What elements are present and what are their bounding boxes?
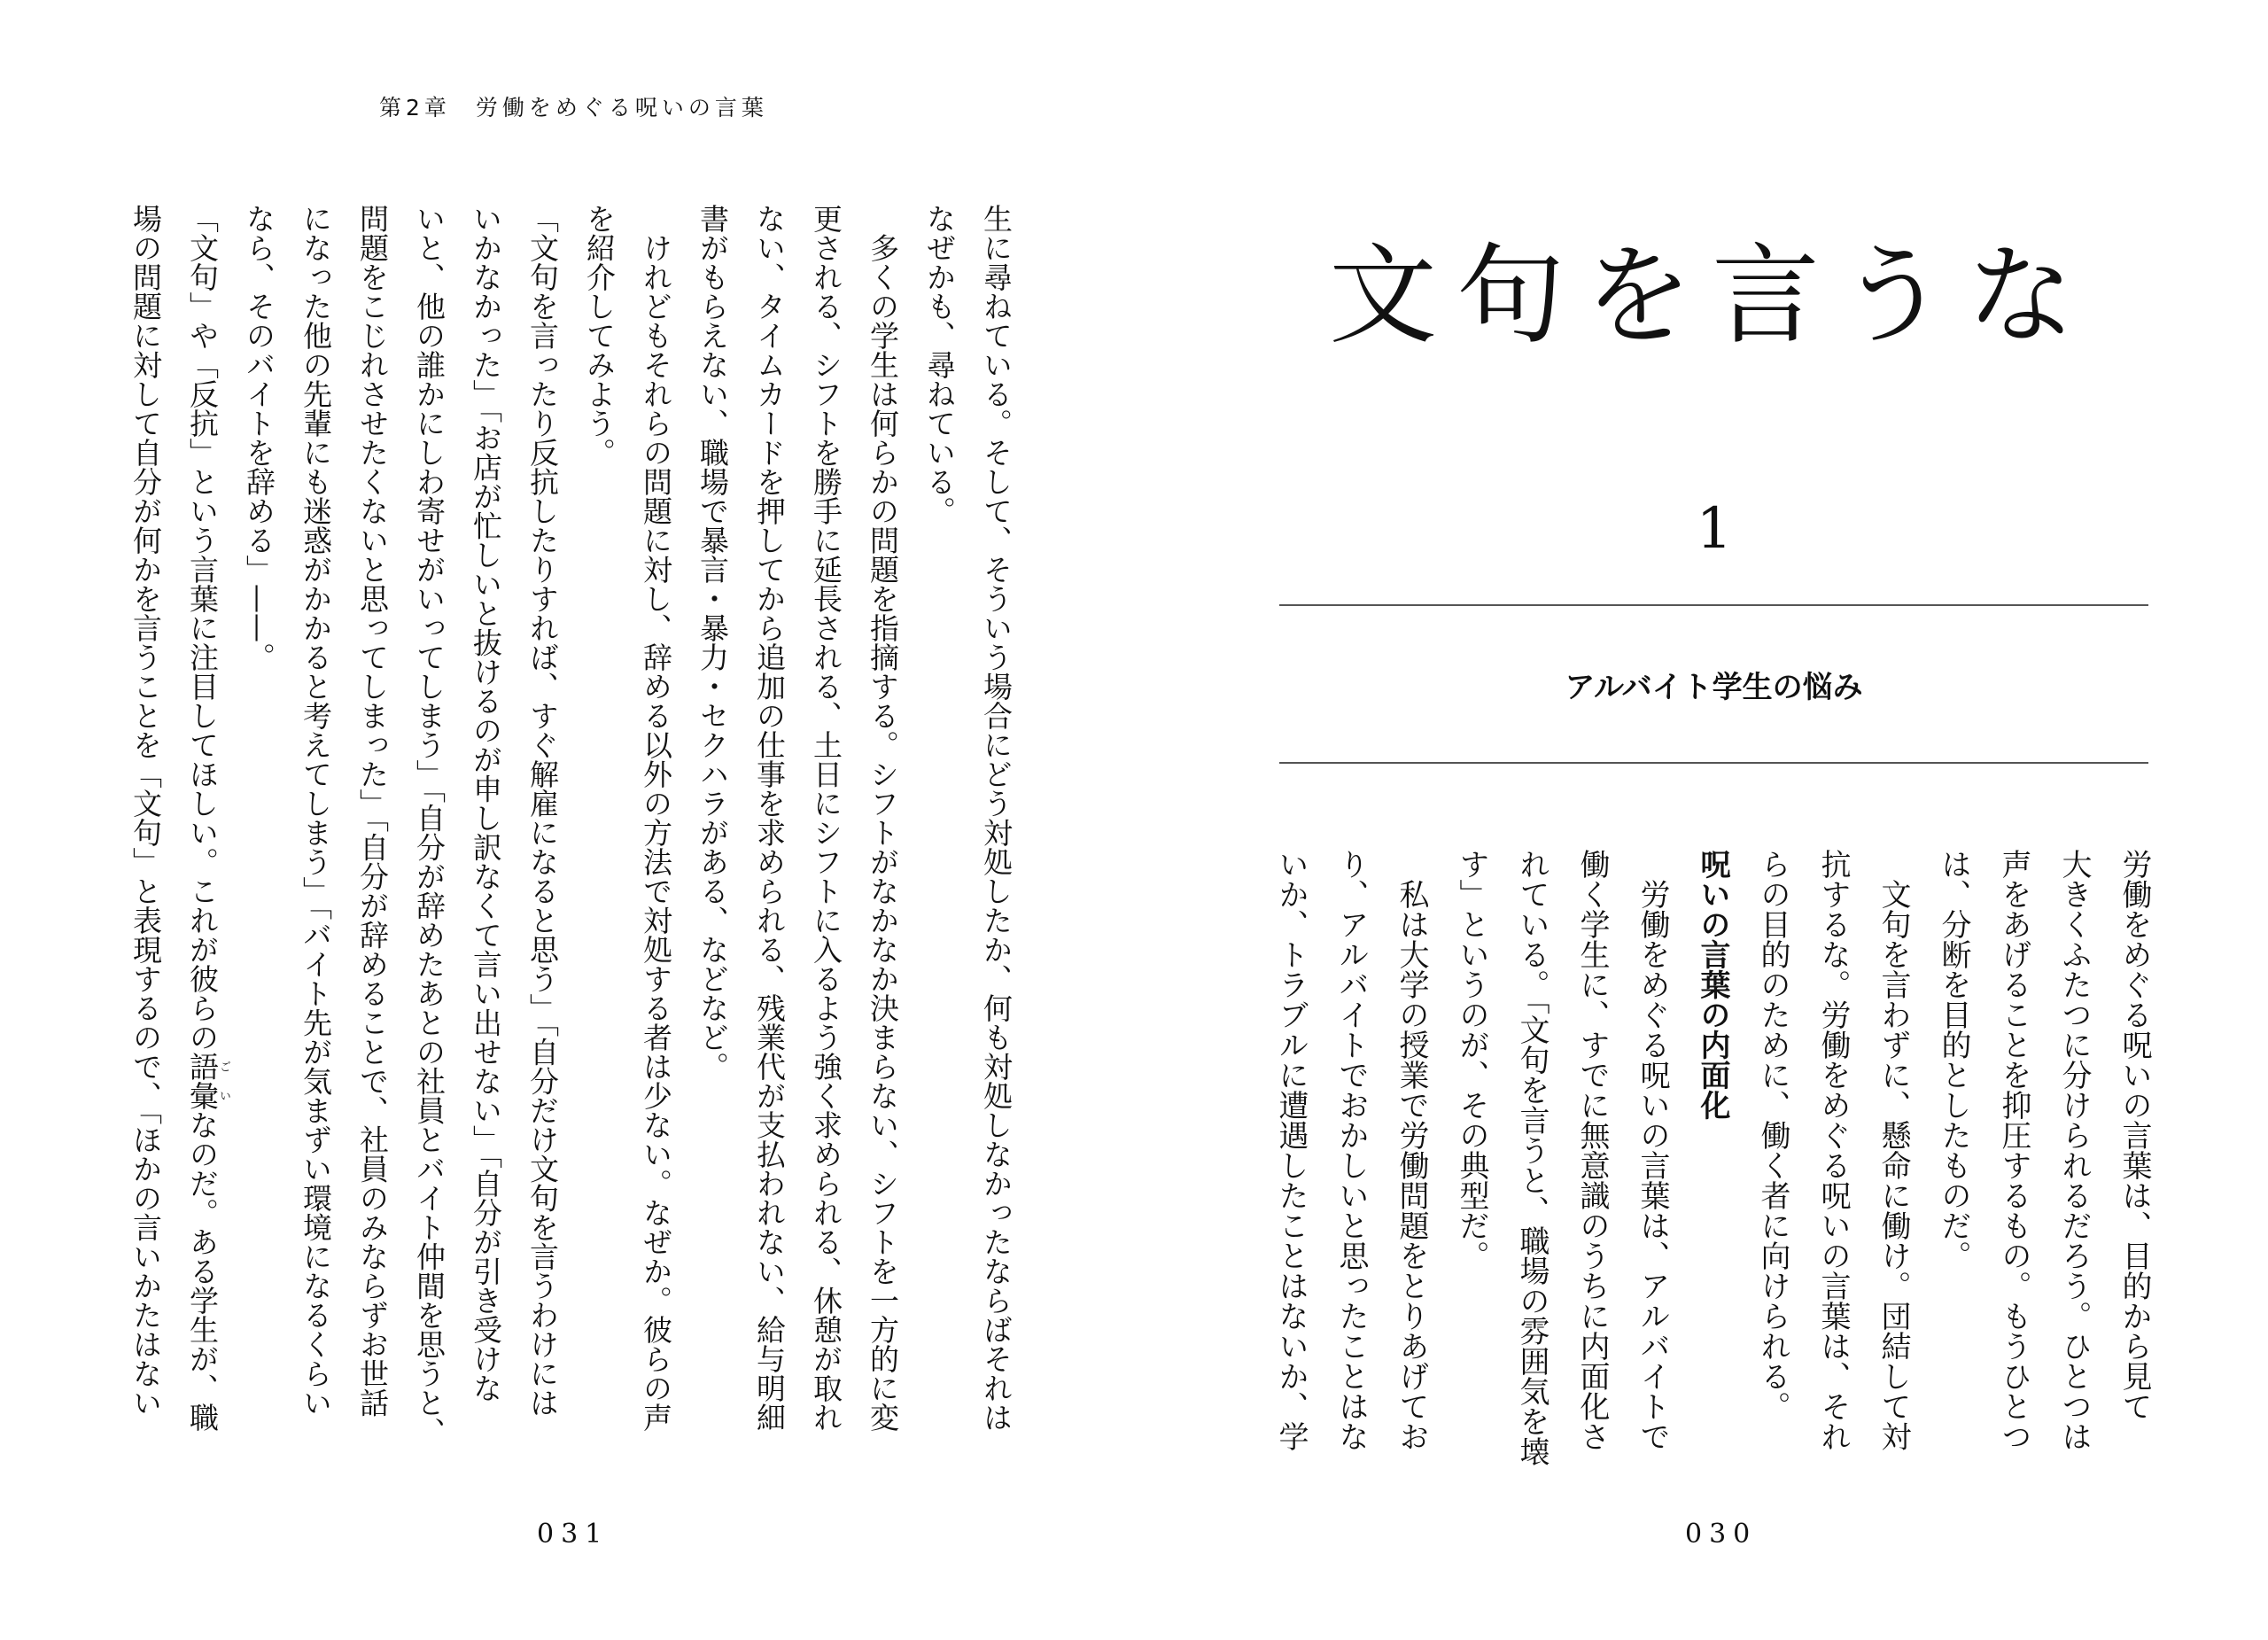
running-head xyxy=(379,90,768,122)
text-column: 場の問題に対して自分が何かを言うことを「文句」と表現するので、「ほかの言いかたはない xyxy=(128,204,163,1418)
ruby-word: 語彙ごい xyxy=(185,1052,230,1110)
text-column: らの目的のために、働く者に向けられる。 xyxy=(1755,849,1790,1421)
text-column: 「文句を言ったり反抗したりすれば、すぐ解雇になると思う」「自分だけ文句を言うわけには xyxy=(525,204,560,1418)
text-column: は、分断を目的としたものだ。 xyxy=(1936,849,1971,1271)
section-number: 1 xyxy=(1696,496,1733,562)
text-column: なぜかも、尋ねている。 xyxy=(922,204,957,525)
text-column: り、アルバイトでおかしいと思ったことはな xyxy=(1333,849,1369,1451)
text-column: ない、タイムカードを押してから追加の仕事を求められる、残業代が支払われない、給与明細 xyxy=(752,204,787,1432)
text-column: 書がもらえない、職場で暴言・暴力・セクハラがある、などなど。 xyxy=(695,204,730,1081)
text-column: れている。「文句を言うと、職場の雰囲気を壊 xyxy=(1514,849,1550,1466)
text-column: いか、トラブルに遭遇したことはないか、学 xyxy=(1273,849,1309,1451)
left-page-body xyxy=(117,204,1024,1462)
text-column: 労働をめぐる呪いの言葉は、アルバイトで xyxy=(1635,849,1670,1451)
subsection-heading: 呪いの言葉の内面化 xyxy=(1695,849,1730,1120)
page-number-left: 031 xyxy=(537,1519,610,1550)
text-column: けれどもそれらの問題に対し、辞める以外の方法で対処する者は少ない。なぜか。彼らの声 xyxy=(639,204,673,1432)
ruby-reading: ごい xyxy=(217,1052,230,1110)
text-column: 生に尋ねている。そして、そういう場合にどう対処したか、何も対処しなかったならばそれは xyxy=(979,204,1014,1432)
text-column xyxy=(174,204,230,1462)
text-column: になった他の先輩にも迷惑がかかると考えてしまう」「バイト先が気まずい環境になるくらい xyxy=(299,204,333,1418)
text-column: いかなかった」「お店が忙しいと抜けるのが申し訳なくて言い出せない」「自分が引き受けな xyxy=(469,204,503,1403)
text-column: 大きくふたつに分けられるだろう。ひとつは xyxy=(2056,849,2092,1451)
text-column: す」というのが、その典型だ。 xyxy=(1454,849,1489,1271)
page-number-right: 030 xyxy=(1685,1519,1758,1550)
chapter-running-title: 労働をめぐる呪いの言葉 xyxy=(475,95,768,120)
column-text: 「文句」や「反抗」という言葉に注目してほしい。これが彼らの xyxy=(185,204,220,1052)
text-column: 抗するな。労働をめぐる呪いの言葉は、それ xyxy=(1815,849,1851,1451)
column-text: なのだ。ある学生が、職 xyxy=(185,1110,220,1432)
text-column: を紹介してみよう。 xyxy=(582,204,617,467)
text-column: 多くの学生は何らかの問題を指摘する。シフトがなかなか決まらない、シフトを一方的に変 xyxy=(866,204,900,1432)
chapter-title: 文句を言うな xyxy=(1329,233,2094,359)
text-column: なら、そのバイトを辞める」——。 xyxy=(242,204,276,672)
text-column: 問題をこじれさせたくないと思ってしまった」「自分が辞めることで、社員のみならずお世話 xyxy=(355,204,390,1418)
divider-top xyxy=(1279,604,2148,606)
text-column: いと、他の誰かにしわ寄せがいってしまう」「自分が辞めたあとの社員とバイト仲間を思うと、 xyxy=(412,204,447,1447)
text-column: 働く学生に、すでに無意識のうちに内面化さ xyxy=(1574,849,1610,1451)
section-title: アルバイト学生の悩み xyxy=(1565,670,1863,705)
right-page-body xyxy=(1261,849,2164,1469)
text-column: 私は大学の授業で労働問題をとりあげてお xyxy=(1394,849,1429,1451)
text-column: 声をあげることを抑圧するもの。もうひとつ xyxy=(1996,849,2031,1451)
text-column: 更される、シフトを勝手に延長される、土日にシフトに入るよう強く求められる、休憩が取れ xyxy=(809,204,843,1432)
divider-bottom xyxy=(1279,762,2148,764)
text-column: 文句を言わずに、懸命に働け。団結して対 xyxy=(1876,849,1911,1451)
text-column: 労働をめぐる呪いの言葉は、目的から見て xyxy=(2117,849,2152,1421)
chapter-number: 第2章 xyxy=(379,95,451,120)
